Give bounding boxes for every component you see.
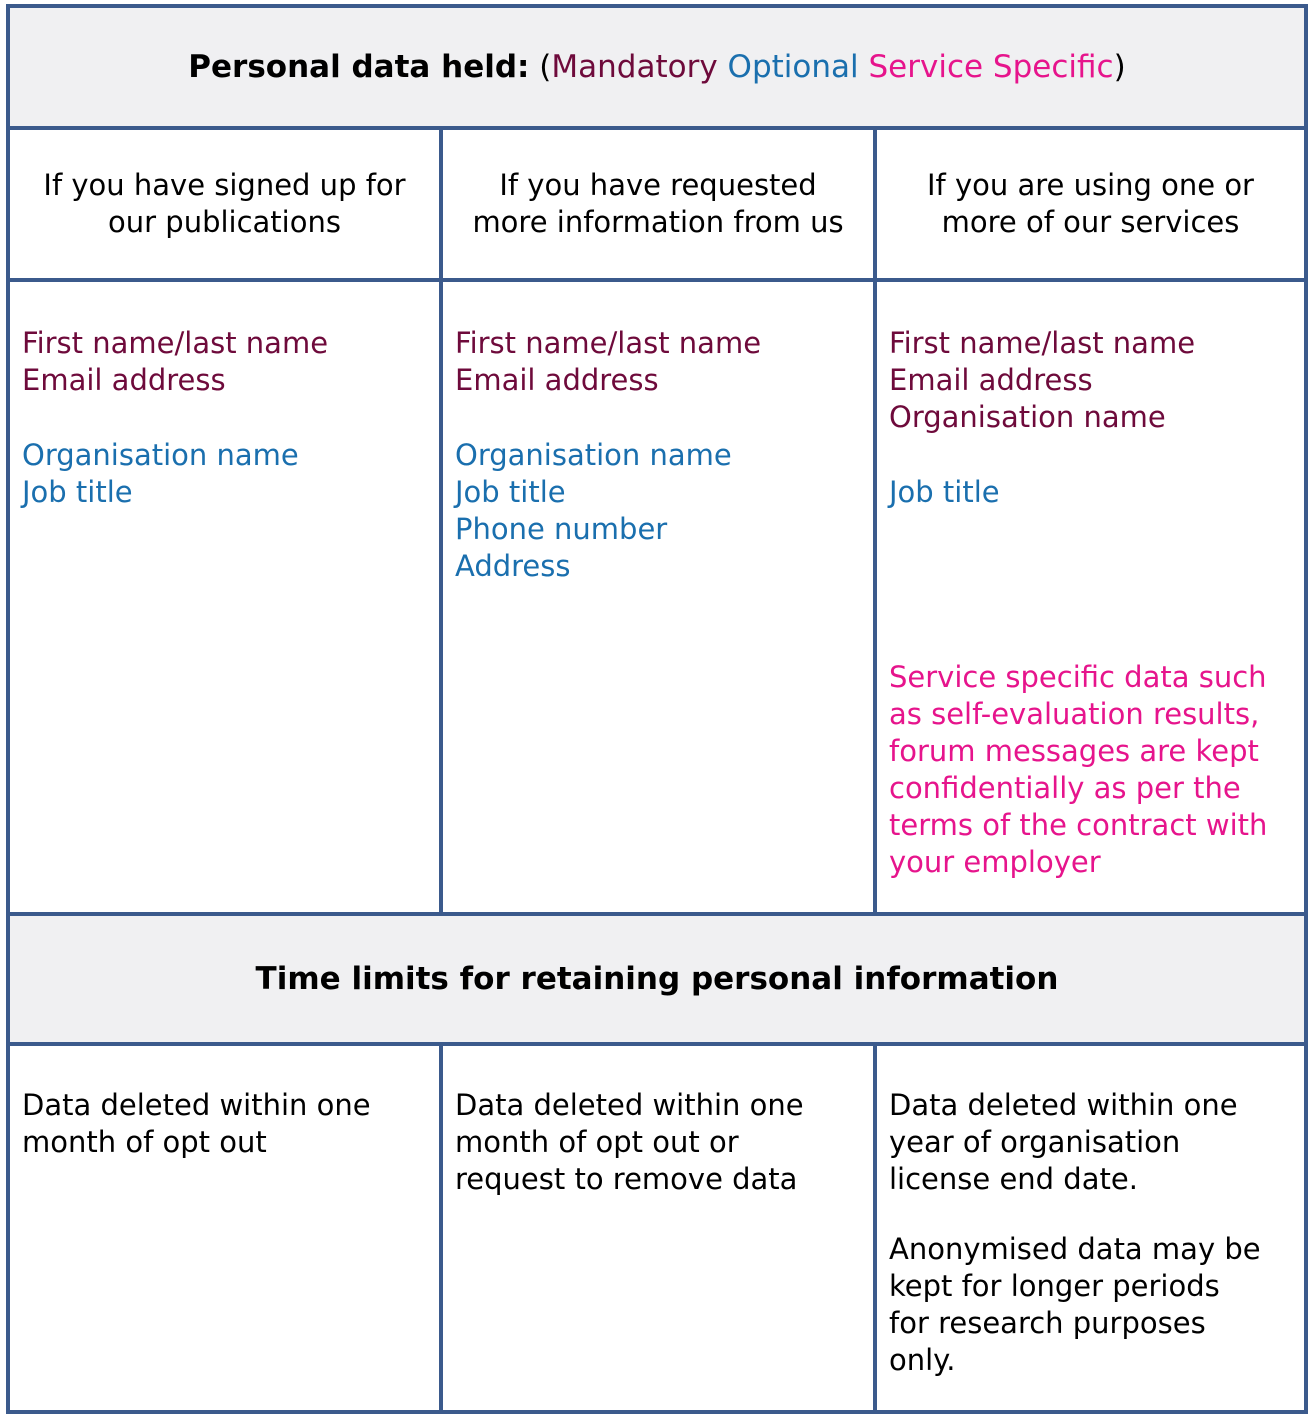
legend-service-specific: Service Specific xyxy=(868,48,1114,85)
heading-line: our publications xyxy=(108,205,341,239)
retention-line: request to remove data xyxy=(455,1162,798,1196)
retention-line: Data deleted within one xyxy=(22,1088,371,1122)
retention-title: Time limits for retaining personal information xyxy=(255,960,1059,997)
mandatory-item: First name/last name xyxy=(455,326,762,360)
retention-line: kept for longer periods xyxy=(889,1269,1220,1303)
legend-open: ( xyxy=(539,48,552,85)
legend-close: ) xyxy=(1113,48,1126,85)
legend-optional: Optional xyxy=(727,48,859,85)
service-specific-item: as self-evaluation results, xyxy=(889,697,1260,731)
legend-mandatory: Mandatory xyxy=(551,48,718,85)
mandatory-item: Organisation name xyxy=(889,400,1166,434)
data-held-publications xyxy=(10,325,439,511)
retention-line: Anonymised data may be xyxy=(889,1232,1261,1266)
column-divider xyxy=(439,130,443,912)
data-table xyxy=(6,4,1308,1414)
service-specific-item: forum messages are kept xyxy=(889,734,1259,768)
mandatory-item: Email address xyxy=(455,363,659,397)
retention-services xyxy=(877,1087,1304,1379)
retention-line: for research purposes xyxy=(889,1306,1206,1340)
mandatory-item: First name/last name xyxy=(889,326,1196,360)
heading-line: If you have signed up for xyxy=(43,168,406,202)
retention-header xyxy=(10,916,1304,1042)
divider xyxy=(10,278,1304,282)
optional-item: Organisation name xyxy=(455,438,732,472)
column-divider xyxy=(439,1046,443,1410)
data-held-services xyxy=(877,325,1304,881)
retention-line: Data deleted within one xyxy=(455,1088,804,1122)
retention-information xyxy=(443,1087,873,1198)
personal-data-header xyxy=(10,8,1304,126)
personal-data-title: Personal data held: xyxy=(188,48,530,85)
retention-line: month of opt out xyxy=(22,1125,267,1159)
heading-line: If you have requested xyxy=(499,168,817,202)
column-heading-information xyxy=(443,130,873,278)
retention-line: Data deleted within one xyxy=(889,1088,1238,1122)
column-heading-publications xyxy=(10,130,439,278)
personal-data-title-row xyxy=(188,48,1126,85)
service-specific-item: Service specific data such xyxy=(889,660,1267,694)
heading-line: more of our services xyxy=(941,205,1240,239)
optional-item: Job title xyxy=(455,475,566,509)
service-specific-item: confidentially as per the xyxy=(889,771,1241,805)
service-specific-item: terms of the contract with xyxy=(889,808,1268,842)
divider xyxy=(10,1042,1304,1046)
column-divider xyxy=(873,130,877,912)
retention-line: month of opt out or xyxy=(455,1125,739,1159)
data-held-information xyxy=(443,325,873,585)
retention-line: year of organisation xyxy=(889,1125,1181,1159)
optional-item: Address xyxy=(455,549,571,583)
optional-item: Organisation name xyxy=(22,438,299,472)
mandatory-item: First name/last name xyxy=(22,326,329,360)
optional-item: Job title xyxy=(22,475,133,509)
optional-item: Phone number xyxy=(455,512,668,546)
column-divider xyxy=(873,1046,877,1410)
mandatory-item: Email address xyxy=(889,363,1093,397)
service-specific-item: your employer xyxy=(889,845,1101,879)
retention-publications xyxy=(10,1087,439,1161)
mandatory-item: Email address xyxy=(22,363,226,397)
optional-item: Job title xyxy=(889,475,1000,509)
column-heading-services xyxy=(877,130,1304,278)
heading-line: If you are using one or xyxy=(926,168,1254,202)
retention-line: license end date. xyxy=(889,1162,1138,1196)
heading-line: more information from us xyxy=(472,205,844,239)
retention-line: only. xyxy=(889,1343,956,1377)
